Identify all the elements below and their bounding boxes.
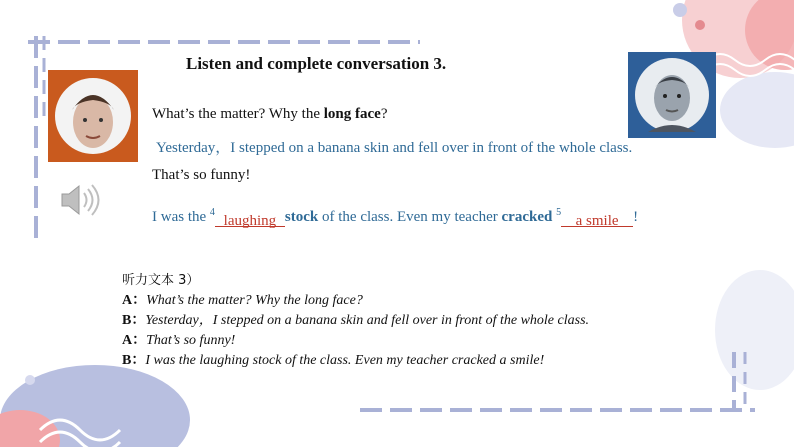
answer-4: laughing	[223, 213, 277, 229]
line4-text-a: I was the	[152, 209, 210, 225]
line1-text: What’s the matter? Why the	[152, 106, 324, 122]
line1-end: ?	[380, 106, 388, 122]
small-dot-2	[695, 20, 705, 30]
lavender-blob	[720, 72, 794, 148]
line4-bold-stock: stock	[284, 209, 319, 225]
answer-blank-4[interactable]	[215, 209, 285, 227]
blank-number-5: 5	[556, 207, 562, 218]
small-dot	[673, 3, 687, 17]
speaker-glyph	[58, 182, 100, 218]
listening-script	[122, 271, 589, 371]
dialogue-line-3: That’s so funny!	[152, 167, 251, 183]
dialogue-line-4	[152, 207, 638, 227]
line4-end: !	[633, 209, 639, 225]
script-line-2: B：Yesterday，I stepped on a banana skin and fell over in front of the whole class.	[122, 313, 590, 328]
line4-text-b: of the class. Even my teacher	[318, 209, 502, 225]
blank-number-4: 4	[209, 207, 215, 218]
page-title: Listen and complete conversation 3.	[186, 54, 447, 73]
man-face-icon	[628, 52, 716, 138]
boy-face-icon	[48, 70, 138, 162]
man-avatar	[628, 52, 716, 138]
line1-bold: long face	[323, 106, 381, 122]
script-line-1: A：What’s the matter? Why the long face?	[122, 293, 363, 308]
script-line-4: B：I was the laughing stock of the class. Even my teacher cracked a smile!	[122, 353, 545, 368]
script-line-3: A：That’s so funny!	[122, 333, 236, 348]
speaker-icon[interactable]	[58, 182, 100, 218]
line4-bold-cracked: cracked	[501, 209, 553, 225]
lavender-blob-2	[715, 270, 794, 390]
answer-5: a smile	[575, 213, 619, 229]
dialogue-line-2: Yesterday，I stepped on a banana skin and fell over in front of the whole class.	[156, 140, 633, 156]
boy-avatar	[48, 70, 138, 162]
dialogue-line-1	[152, 106, 388, 123]
script-heading: 听力文本 3）	[122, 273, 200, 288]
answer-blank-5[interactable]	[561, 209, 633, 227]
